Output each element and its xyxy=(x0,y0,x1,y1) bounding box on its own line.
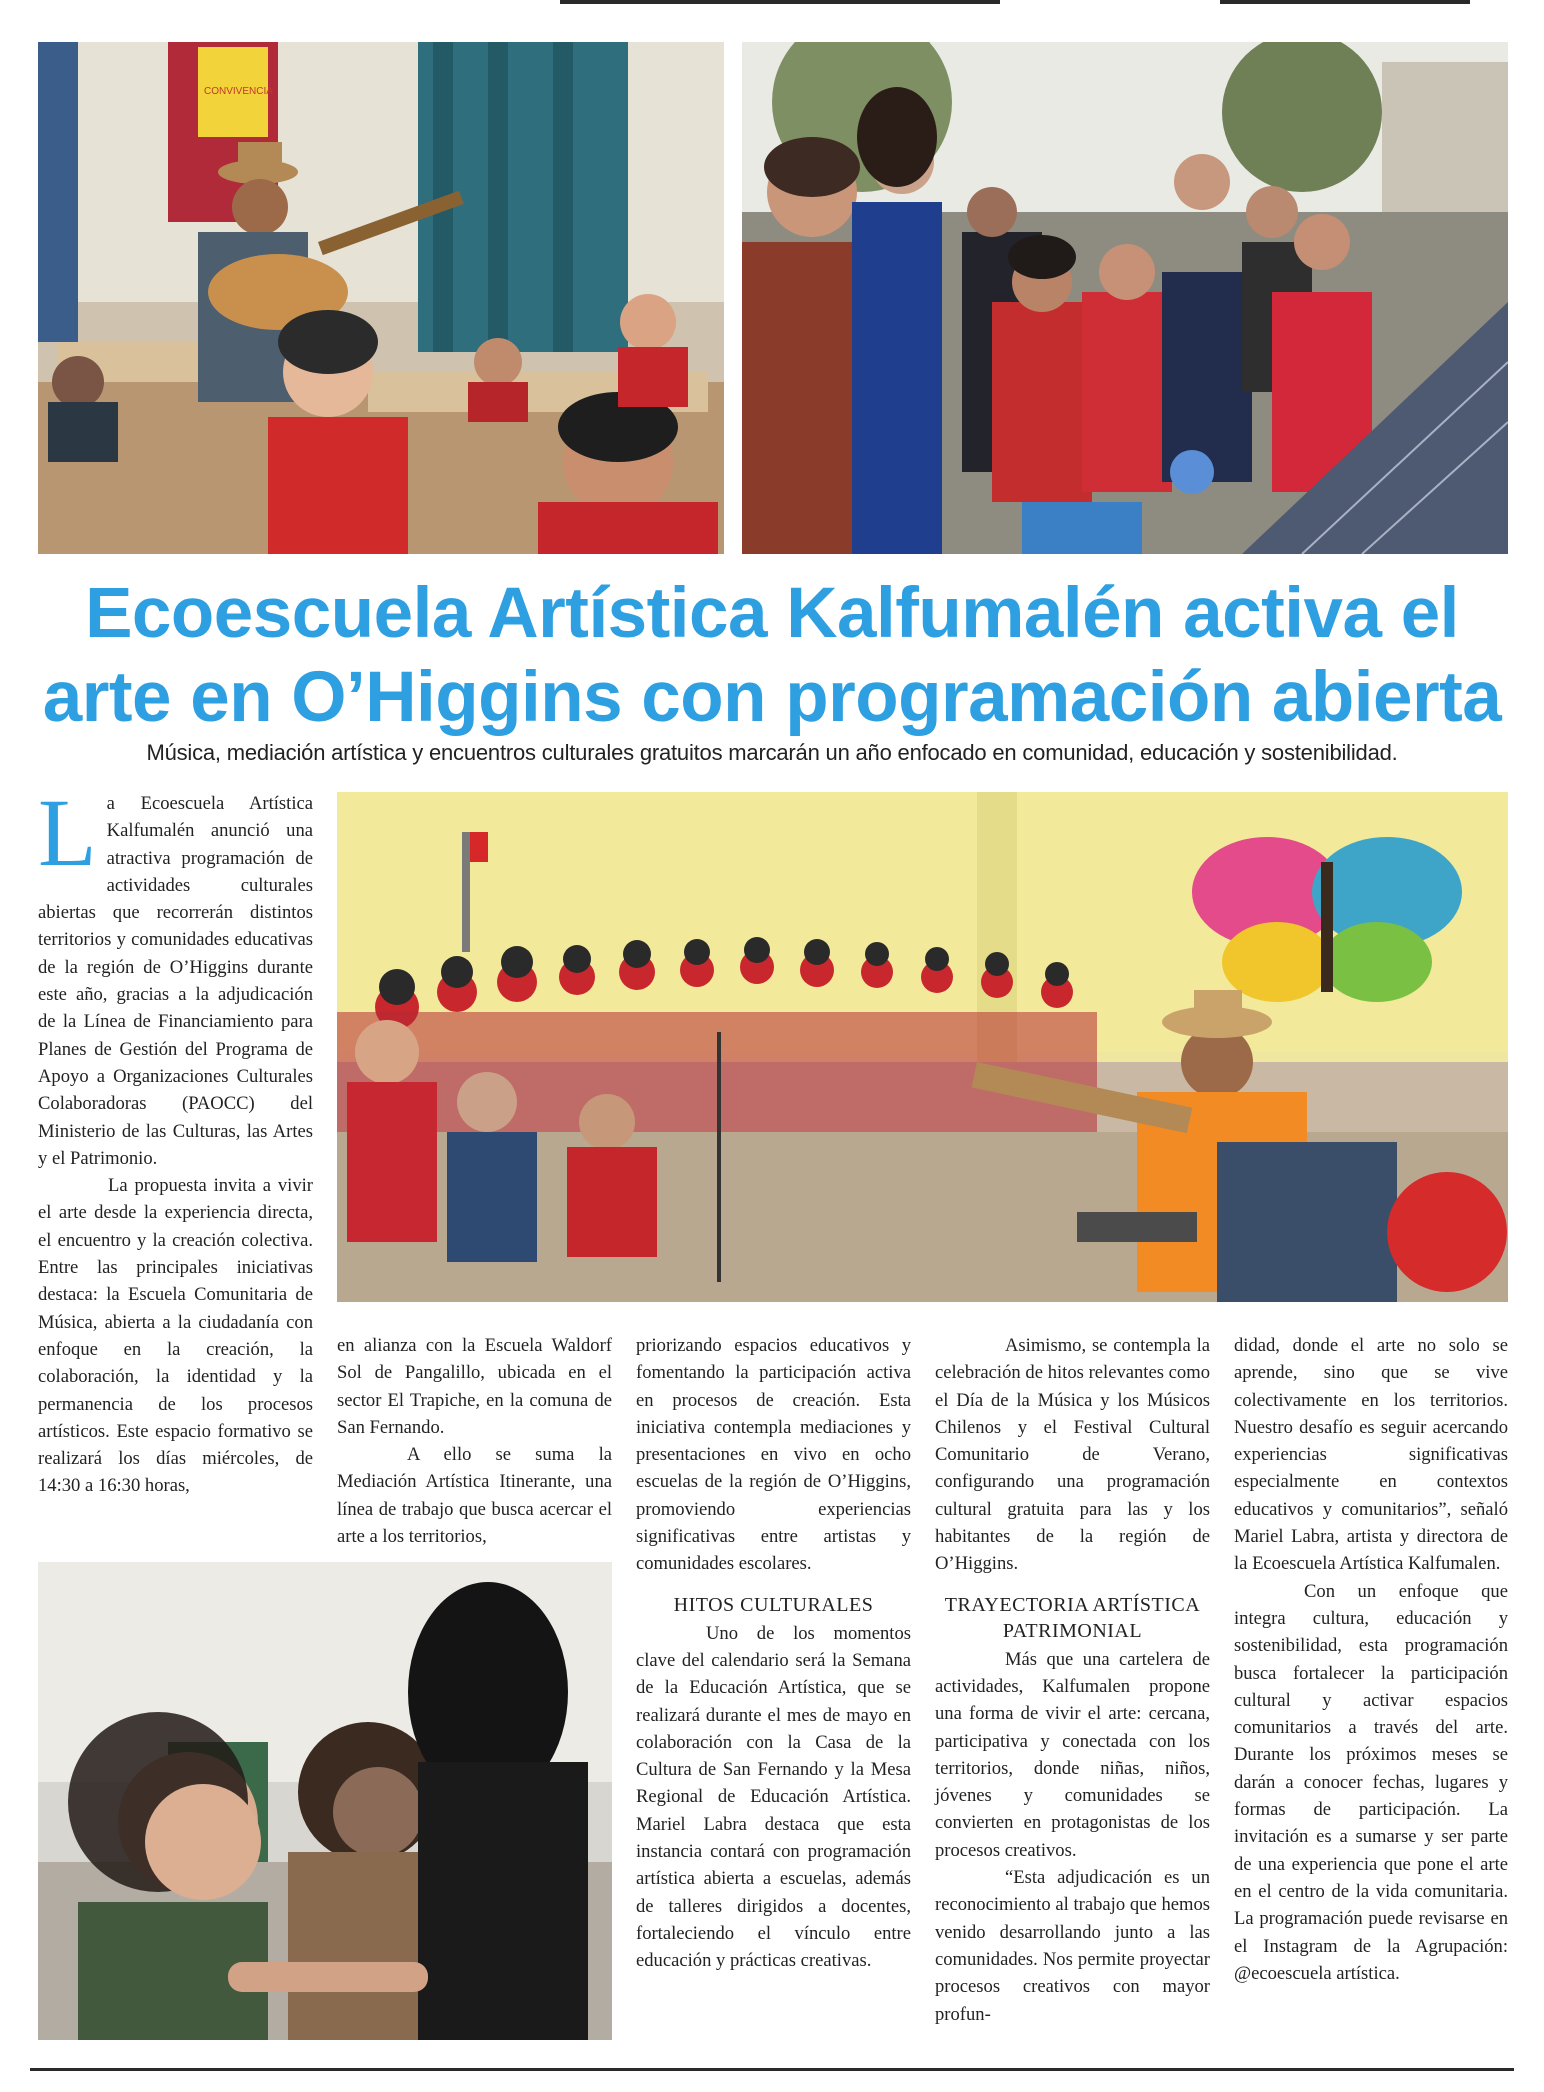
classroom-sign-text: CONVIVENCIA xyxy=(204,86,273,97)
photo-classroom-guitarist xyxy=(38,42,724,554)
col5-paragraph-1: didad, donde el arte no solo se aprende, sino que se vive colectivamente en los territorios. Nuestro desafío es seguir acercando experiencias significativas especialmente en contextos educativos y comunitarios”, señaló Mariel Labra, artista y directora de la Ecoescuela Artística Kalfumalen. xyxy=(1234,1335,1508,1575)
article-column-1 xyxy=(38,779,313,1500)
col2-paragraph-1: en alianza con la Escuela Waldorf Sol de Pangalillo, ubicada en el sector El Trapiche, en la comuna de San Fernando. xyxy=(337,1335,612,1438)
headline-line-1: Ecoescuela Artística Kalfumalén activa el xyxy=(85,574,1459,653)
page-top-rule-right xyxy=(1220,0,1470,4)
article-subheadline: Música, mediación artística y encuentros culturales gratuitos marcarán un año enfocado en comunidad, educación y sostenibilidad. xyxy=(146,740,1398,765)
dropcap-letter: L xyxy=(38,779,97,886)
col4-paragraph-2: Más que una cartelera de actividades, Kalfumalen propone una forma de vivir el arte: cercana, participativa y conectada con los territorios, donde niñas, niños, jóvenes y comunidades se convierten en protagonistas de los procesos creativos. xyxy=(935,1648,1210,1861)
article-headline xyxy=(30,572,1514,740)
col1-paragraph-1: a Ecoescuela Artística Kalfumalén anunció una atractiva programación de actividades culturales abiertas que recorrerán distintos territorios y comunidades educativas de la región de O’Higgins durante este año, gracias a la adjudicación de la Línea de Financiamiento para Planes de Gestión del Programa de Apoyo a Organizaciones Culturales Colaboradoras (PAOCC) del Ministerio de las Culturas, las Artes y el Patrimonio. xyxy=(38,793,313,1169)
col5-paragraph-2: Con un enfoque que integra cultura, educación y sostenibilidad, esta programación busca fortalecer la participación cultural y activar espacios comunitarios a través del arte. Durante los próximos meses se darán a conocer fechas, lugares y formas de participación. La invitación es a sumarse y ser parte de una experiencia que pone el arte en el centro de la vida comunitaria. La programación puede revisarse en el Instagram de la Agrupación: @ecoescuela artística. xyxy=(1234,1580,1508,1984)
col3-paragraph-1: priorizando espacios educativos y fomentando la participación activa en procesos de creación. Esta iniciativa contempla mediaciones y presentaciones en vivo en ocho escuelas de la región de O’Higgins, promoviendo experiencias significativas entre artistas y comunidades escolares. xyxy=(636,1335,911,1575)
article-column-5 xyxy=(1234,1332,1508,1987)
col1-paragraph-2: La propuesta invita a vivir el arte desde la experiencia directa, el encuentro y la creación colectiva. Entre las principales iniciativas destaca: la Escuela Comunitaria de Música, abierta a la ciudadanía con enfoque en la creación, la colaboración, la identidad y la permanencia de los procesos artísticos. Este espacio formativo se realizará los días miércoles, de 14:30 a 16:30 horas, xyxy=(38,1175,313,1497)
col4-paragraph-3: “Esta adjudicación es un reconocimiento al trabajo que hemos venido desarrollando junto a las comunidades. Nos permite proyectar procesos creativos con mayor profun- xyxy=(935,1867,1210,2025)
photo-costume-performers xyxy=(38,1562,612,2040)
article-column-3 xyxy=(636,1332,911,1975)
col3-paragraph-2: Uno de los momentos clave del calendario será la Semana de la Educación Artística, que se realizará durante el mes de mayo en colaboración con la Casa de la Cultura de San Fernando y la Mesa Regional de Educación Artística. Mariel Labra destaca que esta instancia contará con programación artística abierta a escuelas, además de talleres dirigidos a docentes, fortaleciendo el vínculo entre educación y prácticas creativas. xyxy=(636,1622,911,1972)
article-column-2 xyxy=(337,1332,612,1550)
photo-indoor-performance xyxy=(337,792,1508,1302)
page-top-rule xyxy=(560,0,1000,4)
col4-paragraph-1: Asimismo, se contempla la celebración de hitos relevantes como el Día de la Música y los Músicos Chilenos y el Festival Cultural Comunitario de Verano, configurando una programación cultural gratuita para las y los habitantes de la región de O’Higgins. xyxy=(935,1335,1210,1575)
page-bottom-rule xyxy=(30,2068,1514,2071)
headline-line-2: arte en O’Higgins con programación abierta xyxy=(42,658,1502,737)
article-column-4 xyxy=(935,1332,1210,2028)
section-heading-hitos: HITOS CULTURALES xyxy=(673,1593,874,1616)
photo-students-solar-panel xyxy=(742,42,1508,554)
col2-paragraph-2: A ello se suma la Mediación Artística Itinerante, una línea de trabajo que busca acercar el arte a los territorios, xyxy=(337,1444,612,1548)
section-heading-trayectoria: TRAYECTORIA ARTÍSTICA PATRIMONIAL xyxy=(944,1593,1201,1642)
